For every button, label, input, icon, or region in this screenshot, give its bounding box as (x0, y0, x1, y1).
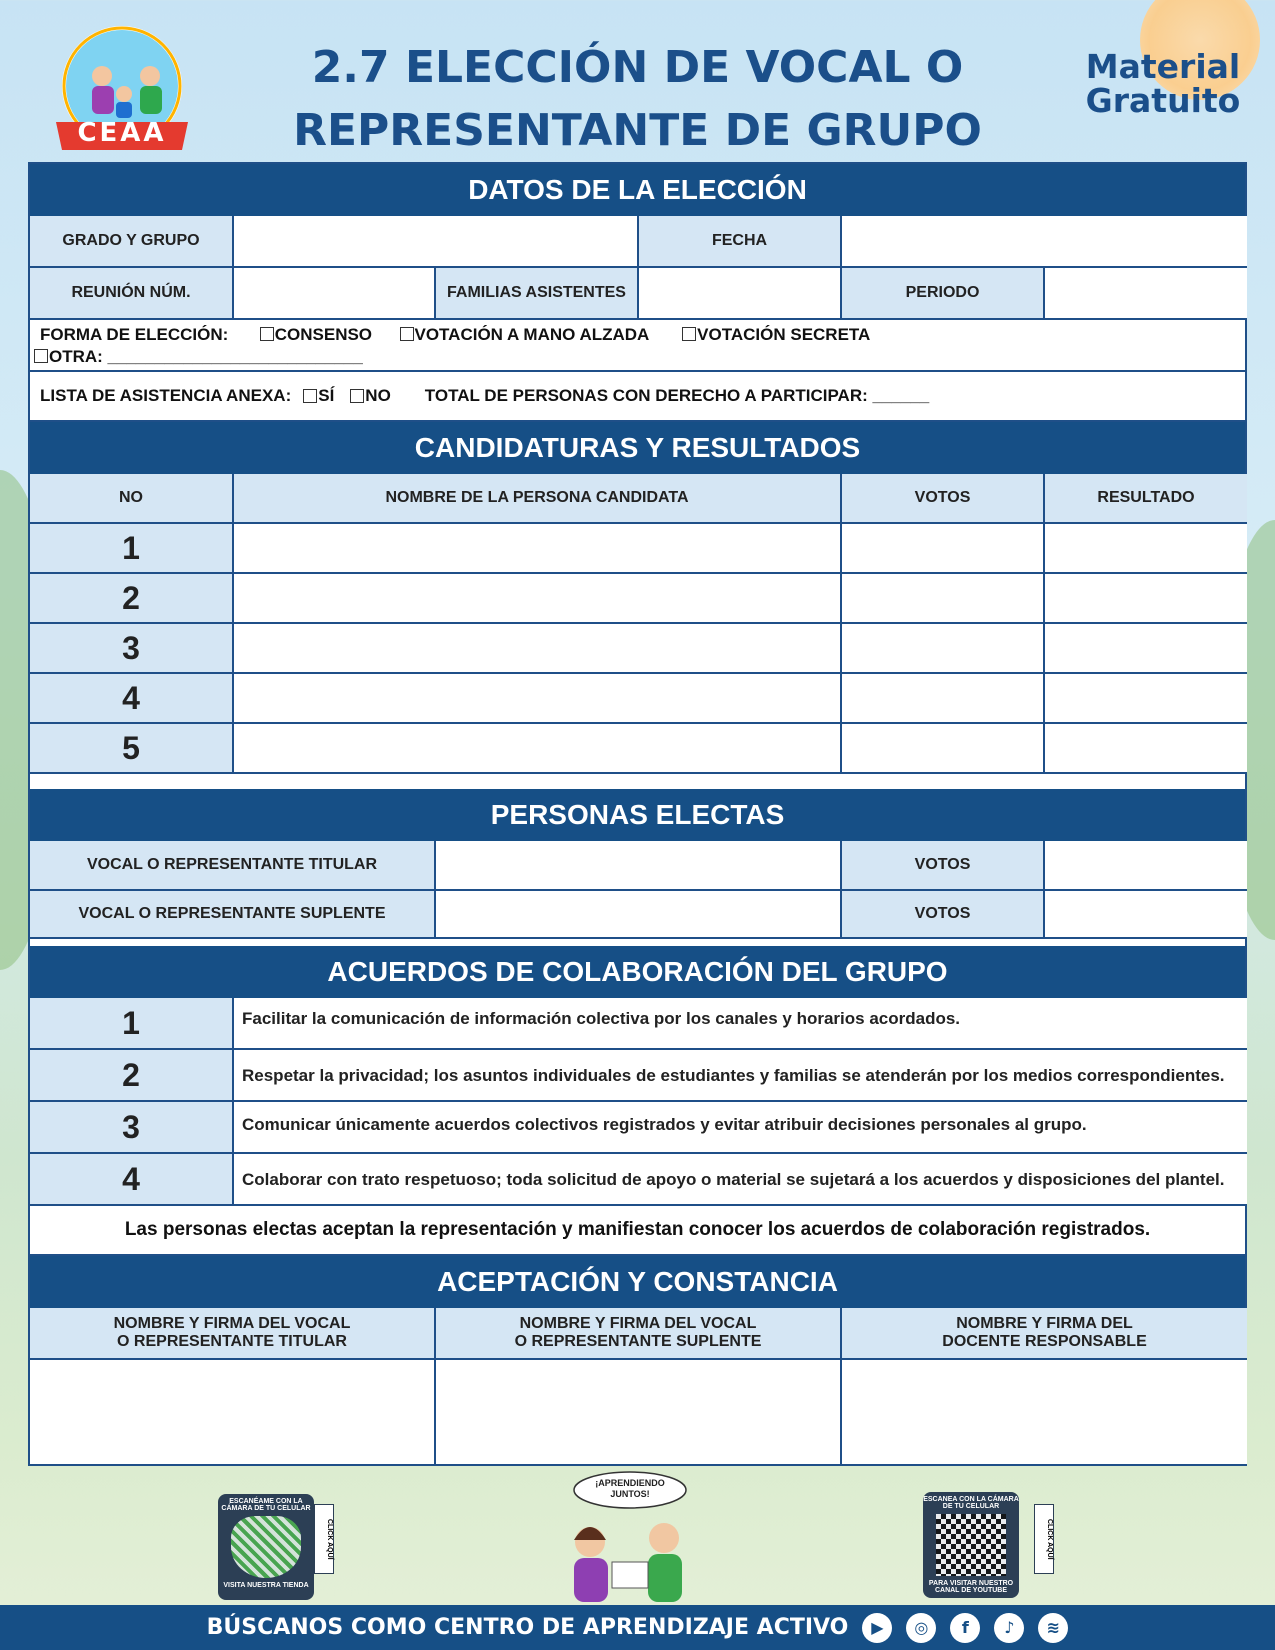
candidate-name-field[interactable] (234, 524, 842, 574)
logo-text: CEAA (77, 118, 167, 148)
footer-text: BÚSCANOS COMO CENTRO DE APRENDIZAJE ACTIVO (206, 1615, 849, 1640)
reunion-field[interactable] (234, 268, 436, 320)
candidate-name-field[interactable] (234, 574, 842, 624)
section-datos-heading: DATOS DE LA ELECCIÓN (30, 164, 1245, 216)
firma-titular-header (30, 1308, 436, 1360)
candidate-row-number: 2 (30, 574, 234, 624)
candidate-row-number: 5 (30, 724, 234, 774)
titular-votes-field[interactable] (1045, 841, 1247, 891)
forma-eleccion-row (30, 320, 1245, 372)
agreement-number: 1 (30, 998, 234, 1050)
firma-docente-header (842, 1308, 1247, 1360)
youtube-qr-label: PARA VISITAR NUESTRO CANAL DE YOUTUBE (928, 1580, 1014, 1594)
section-candidaturas-heading: CANDIDATURAS Y RESULTADOS (30, 422, 1245, 474)
suplente-label: VOCAL O REPRESENTANTE SUPLENTE (30, 891, 436, 939)
youtube-qr-code (936, 1514, 1006, 1576)
otra-option: OTRA: ___________________________ (49, 347, 363, 366)
si-option: SÍ (318, 386, 335, 405)
titular-votes-label: VOTOS (842, 841, 1045, 891)
spotify-icon[interactable]: ≋ (1038, 1613, 1068, 1643)
section-acuerdos-heading: ACUERDOS DE COLABORACIÓN DEL GRUPO (30, 946, 1245, 998)
reunion-label: REUNIÓN NÚM. (30, 268, 234, 320)
instagram-icon[interactable]: ◎ (906, 1613, 936, 1643)
titular-name-field[interactable] (436, 841, 842, 891)
agreement-number: 2 (30, 1050, 234, 1102)
candidate-row-number: 3 (30, 624, 234, 674)
firma-titular-field[interactable] (30, 1360, 436, 1464)
firma-suplente-header (436, 1308, 842, 1360)
agreement-number: 4 (30, 1154, 234, 1206)
candidate-row-number: 1 (30, 524, 234, 574)
footer-bar (0, 1605, 1275, 1650)
candidate-name-field[interactable] (234, 674, 842, 724)
lista-asistencia-row (30, 372, 1245, 422)
suplente-votes-field[interactable] (1045, 891, 1247, 939)
election-form (28, 162, 1247, 1466)
candidate-votes-field[interactable] (842, 724, 1045, 774)
candidate-votes-field[interactable] (842, 624, 1045, 674)
firma-suplente-line1: NOMBRE Y FIRMA DEL VOCAL (519, 1315, 757, 1332)
youtube-click-tab[interactable]: CLICK AQUÍ (1034, 1504, 1054, 1574)
col-votos-header: VOTOS (842, 474, 1045, 524)
periodo-field[interactable] (1045, 268, 1247, 320)
store-qr-label: VISITA NUESTRA TIENDA (223, 1582, 309, 1589)
consenso-option: CONSENSO (274, 325, 373, 344)
acceptance-statement: Las personas electas aceptan la representación y manifiestan conocer los acuerdos de colaboración registrados. (30, 1206, 1245, 1256)
tiktok-icon[interactable]: ♪ (994, 1613, 1024, 1643)
candidate-result-field[interactable] (1045, 524, 1247, 574)
secreta-checkbox[interactable] (682, 327, 696, 341)
speech-bubble-text: ¡APRENDIENDO JUNTOS! (595, 1478, 665, 1499)
grado-label: GRADO Y GRUPO (30, 216, 234, 268)
candidate-name-field[interactable] (234, 624, 842, 674)
agreement-text: Comunicar únicamente acuerdos colectivos registrados y evitar atribuir decisiones personales al grupo. (234, 1102, 1247, 1154)
store-qr-card[interactable] (218, 1494, 314, 1600)
grado-field[interactable] (234, 216, 639, 268)
facebook-icon[interactable]: f (950, 1613, 980, 1643)
si-checkbox[interactable] (303, 389, 317, 403)
firma-suplente-field[interactable] (436, 1360, 842, 1464)
candidate-votes-field[interactable] (842, 674, 1045, 724)
otra-checkbox[interactable] (34, 349, 48, 363)
firma-titular-line1: NOMBRE Y FIRMA DEL VOCAL (113, 1315, 351, 1332)
free-material-badge (1068, 47, 1258, 120)
titular-label: VOCAL O REPRESENTANTE TITULAR (30, 841, 436, 891)
title-line-1: 2.7 ELECCIÓN DE VOCAL O (311, 42, 964, 93)
candidate-result-field[interactable] (1045, 674, 1247, 724)
consenso-checkbox[interactable] (260, 327, 274, 341)
familias-label: FAMILIAS ASISTENTES (436, 268, 639, 320)
mano-alzada-checkbox[interactable] (400, 327, 414, 341)
agreement-text: Facilitar la comunicación de información colectiva por los canales y horarios acordados. (234, 998, 1247, 1050)
firma-suplente-line2: O REPRESENTANTE SUPLENTE (514, 1333, 762, 1350)
firma-docente-line2: DOCENTE RESPONSABLE (942, 1333, 1147, 1350)
candidate-result-field[interactable] (1045, 724, 1247, 774)
candidate-result-field[interactable] (1045, 624, 1247, 674)
candidate-votes-field[interactable] (842, 574, 1045, 624)
periodo-label: PERIODO (842, 268, 1045, 320)
candidate-name-field[interactable] (234, 724, 842, 774)
col-no-header: NO (30, 474, 234, 524)
youtube-qr-caption: ESCANEA CON LA CÁMARA DE TU CELULAR (923, 1496, 1019, 1510)
no-option: NO (365, 386, 391, 405)
total-label: TOTAL DE PERSONAS CON DERECHO A PARTICIPAR: ______ (424, 386, 930, 405)
store-qr-caption: ESCANÉAME CON LA CÁMARA DE TU CELULAR (221, 1498, 311, 1512)
fecha-field[interactable] (842, 216, 1247, 268)
lista-label: LISTA DE ASISTENCIA ANEXA: (40, 386, 292, 405)
page-title (230, 36, 1045, 162)
agreement-text: Respetar la privacidad; los asuntos individuales de estudiantes y familias se atenderán por los medios correspondientes. (234, 1050, 1247, 1102)
youtube-icon[interactable]: ▶ (862, 1613, 892, 1643)
col-nombre-header: NOMBRE DE LA PERSONA CANDIDATA (234, 474, 842, 524)
badge-line-2: Gratuito (1085, 81, 1241, 120)
mano-alzada-option: VOTACIÓN A MANO ALZADA (414, 325, 649, 344)
familias-field[interactable] (639, 268, 842, 320)
store-qr-code (231, 1516, 301, 1578)
section-aceptacion-heading: ACEPTACIÓN Y CONSTANCIA (30, 1256, 1245, 1308)
section-electas-heading: PERSONAS ELECTAS (30, 789, 1245, 841)
badge-line-1: Material (1085, 47, 1241, 86)
suplente-name-field[interactable] (436, 891, 842, 939)
agreement-text: Colaborar con trato respetuoso; toda solicitud de apoyo o material se sujetará a los acuerdos y disposiciones del plantel. (234, 1154, 1247, 1206)
candidate-row-number: 4 (30, 674, 234, 724)
col-resultado-header: RESULTADO (1045, 474, 1247, 524)
store-click-tab[interactable]: CLICK AQUÍ (314, 1504, 334, 1574)
forma-label: FORMA DE ELECCIÓN: (40, 325, 229, 344)
firma-docente-field[interactable] (842, 1360, 1247, 1464)
secreta-option: VOTACIÓN SECRETA (697, 325, 871, 344)
title-line-2: REPRESENTANTE DE GRUPO (293, 105, 982, 156)
agreement-number: 3 (30, 1102, 234, 1154)
candidate-votes-field[interactable] (842, 524, 1045, 574)
candidate-result-field[interactable] (1045, 574, 1247, 624)
fecha-label: FECHA (639, 216, 842, 268)
suplente-votes-label: VOTOS (842, 891, 1045, 939)
youtube-qr-card[interactable] (923, 1492, 1019, 1598)
no-checkbox[interactable] (350, 389, 364, 403)
firma-docente-line1: NOMBRE Y FIRMA DEL (956, 1315, 1133, 1332)
firma-titular-line2: O REPRESENTANTE TITULAR (117, 1333, 347, 1350)
